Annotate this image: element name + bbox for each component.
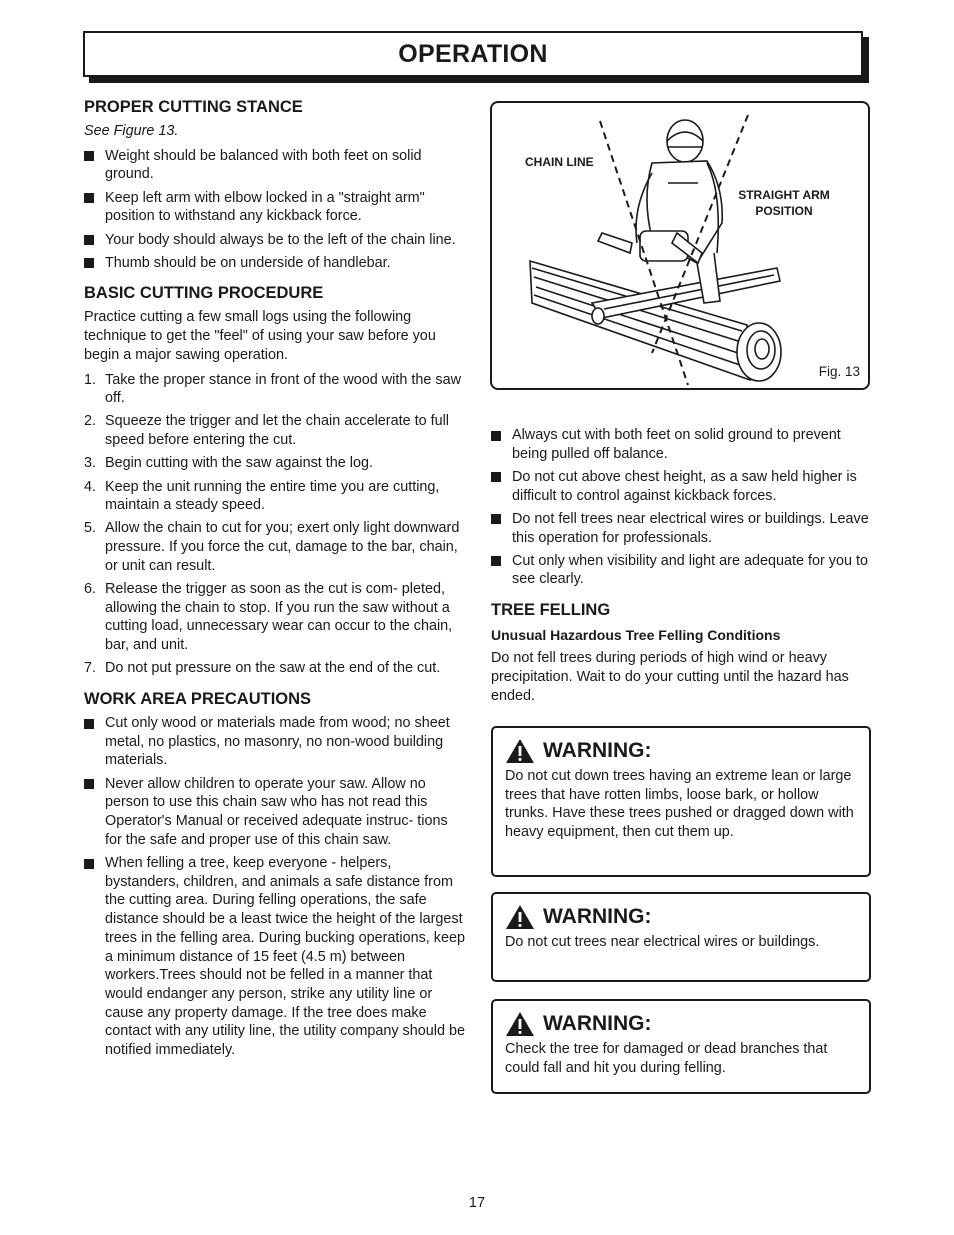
list-item: Cut only when visibility and light are adequate for you to see clearly. (491, 552, 873, 589)
list-item: Your body should always be to the left of the chain line. (84, 231, 466, 250)
bullet-square-icon (84, 719, 94, 729)
list-item: Do not cut above chest height, as a saw held higher is difficult to control against kickback forces. (491, 468, 873, 505)
chain-saw-illustration (598, 231, 702, 263)
list-item: 5. Allow the chain to cut for you; exert only light downward pressure. If you force the cut, damage to the bar, chain, or unit can result. (84, 520, 460, 574)
bullet-square-icon (84, 235, 94, 245)
page-title: OPERATION (398, 39, 548, 68)
tree-felling-subheading: Unusual Hazardous Tree Felling Conditions (491, 627, 781, 644)
basic-intro: Practice cutting a few small logs using the following technique to get the "feel" of using your saw before you begin a major sawing operation. (84, 309, 436, 363)
bullet-square-icon (84, 779, 94, 789)
warning-triangle-icon (505, 904, 535, 930)
warning-title: WARNING: (543, 1012, 652, 1035)
list-item: When felling a tree, keep everyone - helpers, bystanders, children, and animals a safe distance from the cutting area. During felling operations, the safe distance should be a least twice the height of the largest trees in the felling area. During bucking operations, keep a minimum distance of 15 feet (4.5 m) between workers.Trees should not be felled in a manner that would endanger any person, strike any utility line or cause any property damage. If the tree does make contact with any utility line, the utility company should be notified immediately. (84, 854, 466, 1060)
figure-13 (490, 101, 870, 390)
work-area-list (84, 714, 466, 1060)
see-figure-note: See Figure 13. (84, 123, 179, 139)
list-item: 2. Squeeze the trigger and let the chain accelerate to full speed before entering the cut. (84, 413, 449, 449)
warning-text: Check the tree for damaged or dead branches that could fall and hit you during felling. (505, 1041, 828, 1076)
warning-box-3 (491, 999, 871, 1094)
stance-list (84, 147, 466, 273)
warning-title: WARNING: (543, 905, 652, 928)
bullet-square-icon (491, 472, 501, 482)
header-box (83, 31, 863, 77)
list-item: 3. Begin cutting with the saw against the log. (84, 455, 373, 472)
chain-line-label: CHAIN LINE (525, 155, 594, 169)
tree-felling-text: Do not fell trees during periods of high wind or heavy precipitation. Wait to do your cutting until the hazard has ended. (491, 650, 849, 704)
list-item: 1. Take the proper stance in front of the wood with the saw off. (84, 371, 461, 407)
right-column (491, 426, 873, 711)
list-item: 7. Do not put pressure on the saw at the end of the cut. (84, 660, 441, 677)
bullet-square-icon (491, 556, 501, 566)
list-item: Do not fell trees near electrical wires or buildings. Leave this operation for professionals. (491, 510, 873, 547)
warning-text: Do not cut trees near electrical wires or buildings. (505, 934, 820, 950)
bullet-square-icon (84, 193, 94, 203)
bullet-square-icon (491, 514, 501, 524)
warning-title: WARNING: (543, 739, 652, 762)
warning-box-2 (491, 892, 871, 982)
basic-heading: BASIC CUTTING PROCEDURE (84, 284, 324, 303)
list-item: Weight should be balanced with both feet on solid ground. (84, 147, 466, 184)
page-number: 17 (468, 1195, 486, 1211)
figure-caption: Fig. 13 (818, 364, 860, 379)
left-column (84, 96, 466, 1070)
log-illustration (530, 261, 781, 381)
bullet-square-icon (491, 431, 501, 441)
warning-triangle-icon (505, 1011, 535, 1037)
precautions-list-continued (491, 426, 873, 589)
list-item: Keep left arm with elbow locked in a "straight arm" position to withstand any kickback force. (84, 189, 466, 226)
list-item: Cut only wood or materials made from wood; no sheet metal, no plastics, no masonry, no non-wood building materials. (84, 714, 466, 770)
list-item: Thumb should be on underside of handlebar. (84, 254, 466, 273)
work-area-heading: WORK AREA PRECAUTIONS (84, 690, 312, 709)
list-item: 6. Release the trigger as soon as the cut is com- pleted, allowing the chain to stop. If you run the saw without a cutting load, unnecessary wear can occur to the chain, bar, and unit. (84, 581, 453, 654)
warning-box-1 (491, 726, 871, 877)
bullet-square-icon (84, 859, 94, 869)
warning-text: Do not cut down trees having an extreme lean or large trees that have rotten limbs, loose bark, or hollow trunks. Have these trees pushed or dragged down with heavy equipment, then cut them up. (505, 768, 854, 841)
list-item: Always cut with both feet on solid ground to prevent being pulled off balance. (491, 426, 873, 463)
warning-triangle-icon (505, 738, 535, 764)
cutting-stance-illustration (492, 103, 867, 387)
section-header (83, 31, 869, 83)
straight-arm-label: STRAIGHT ARM POSITION (738, 188, 830, 218)
stance-heading: PROPER CUTTING STANCE (84, 98, 303, 116)
bullet-square-icon (84, 151, 94, 161)
list-item: 4. Keep the unit running the entire time you are cutting, maintain a steady speed. (84, 478, 440, 514)
bullet-square-icon (84, 258, 94, 268)
operator-figure (636, 120, 722, 303)
procedure-list (84, 371, 466, 679)
list-item: Never allow children to operate your saw. Allow no person to use this chain saw who has not read this Operator's Manual or received adequate instruc- tions for the safe and proper use of this chain saw. (84, 775, 466, 850)
tree-felling-heading: TREE FELLING (491, 601, 611, 620)
